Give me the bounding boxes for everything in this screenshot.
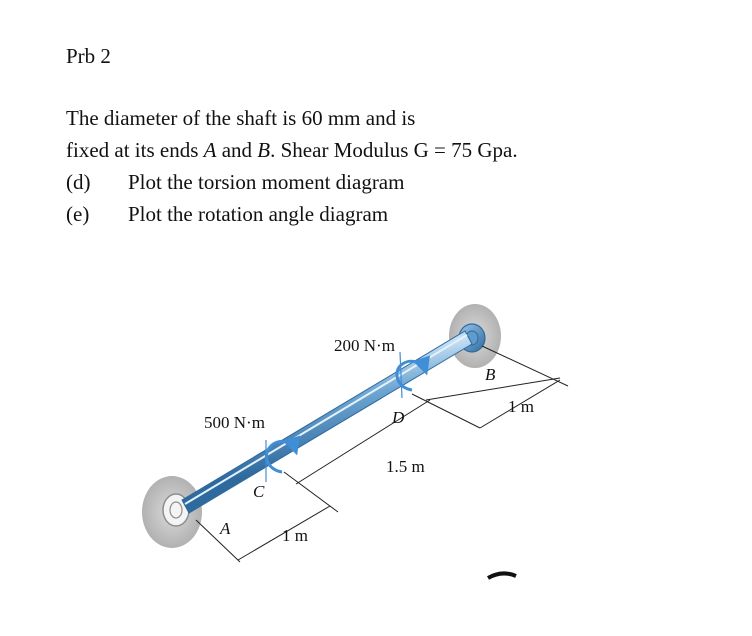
- statement-line-2-pre: fixed at its ends: [66, 138, 204, 162]
- problem-label: Prb 2: [66, 44, 111, 68]
- task-e-text: Plot the rotation angle diagram: [128, 202, 389, 226]
- statement-line-2-post: . Shear Modulus G = 75 Gpa.: [270, 138, 518, 162]
- statement-end-a: A: [203, 138, 217, 162]
- dim-db-label: 1 m: [508, 397, 534, 416]
- task-e-marker: (e): [66, 202, 90, 226]
- dimension-lines: [196, 346, 568, 562]
- point-c-label: C: [253, 482, 265, 501]
- statement-line-2-mid: and: [216, 138, 258, 162]
- cropped-figure-fragment: [488, 573, 516, 578]
- torque-c-label: 500 N·m: [204, 413, 265, 432]
- point-b-label: B: [485, 365, 496, 384]
- support-a: [142, 476, 202, 548]
- statement-end-b: B: [257, 138, 271, 162]
- statement-line-1: The diameter of the shaft is 60 mm and is: [66, 106, 416, 130]
- dim-ext-a: [196, 520, 240, 562]
- torque-d-label: 200 N·m: [334, 336, 395, 355]
- task-d-marker: (d): [66, 170, 91, 194]
- dim-ext-d: [412, 394, 480, 428]
- dim-cd-label: 1.5 m: [386, 457, 425, 476]
- point-a-label: A: [220, 519, 231, 538]
- dim-ac-label: 1 m: [282, 526, 308, 545]
- point-d-label: D: [392, 408, 405, 427]
- task-d-text: Plot the torsion moment diagram: [128, 170, 405, 194]
